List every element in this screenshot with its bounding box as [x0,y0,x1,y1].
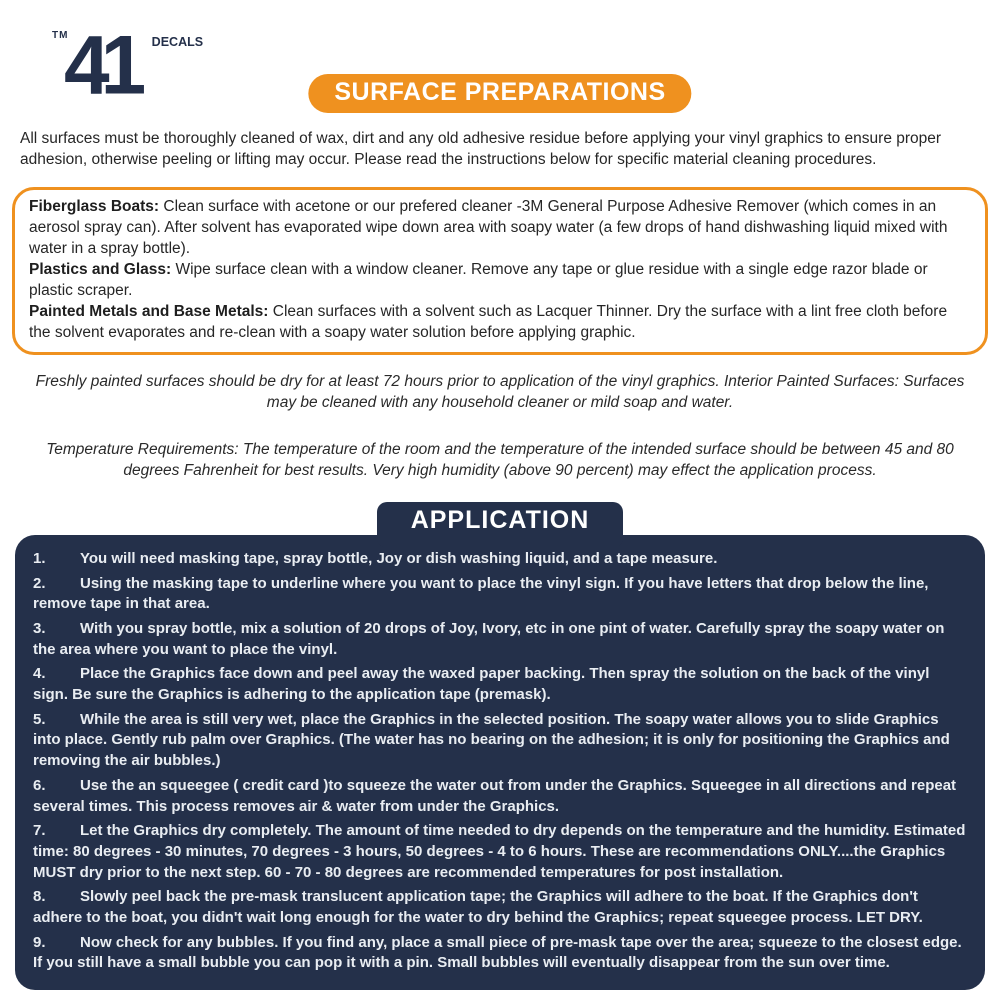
material-label: Fiberglass Boats: [29,197,160,215]
material-label: Plastics and Glass: [29,260,172,278]
step-number: 4. [33,665,46,683]
material-label: Painted Metals and Base Metals: [29,303,269,321]
material-item-fiberglass [29,196,971,259]
step-number: 8. [33,888,46,906]
material-text: Wipe surface clean with a window cleaner. Remove any tape or glue residue with a single edge razor blade or plastic scraper. [29,260,928,300]
note-painted-surfaces: Freshly painted surfaces should be dry for at least 72 hours prior to application of the vinyl graphics. Interior Painted Surfaces: Surfaces may be cleaned with any household cleaner or mild soap and water. [35,373,965,412]
brand-logo [50,19,204,112]
application-banner: APPLICATION [377,502,624,547]
step-text: Place the Graphics face down and peel away the waxed paper backing. Then spray the solution on the back of the vinyl sign. Be sure the Graphics is adhering to the application tape (premask). [33,665,930,704]
step-item-1 [33,549,967,570]
intro-paragraph: All surfaces must be thoroughly cleaned of wax, dirt and any old adhesive residue before applying your vinyl graphics to ensure proper adhesion, otherwise peeling or lifting may occur. Please read the instructions below for specific material cleaning procedures. [20,130,942,169]
materials-cleaning-box [12,187,988,356]
material-item-plastics-glass [29,259,971,301]
step-text: With you spray bottle, mix a solution of 20 drops of Joy, Ivory, etc in one pint of water. Carefully spray the soapy water on the area where you want to place the vinyl. [33,620,945,658]
step-number: 9. [33,933,46,951]
step-number: 6. [33,776,46,794]
step-number: 2. [33,574,46,592]
material-text: Clean surfaces with a solvent such as Lacquer Thinner. Dry the surface with a lint free cloth before the solvent evaporates and re-clean with a soapy water solution before applying graphic. [29,303,948,342]
step-text: You will need masking tape, spray bottle, Joy or dish washing liquid, and a tape measure. [80,549,718,567]
header [0,0,1000,120]
step-number: 1. [33,549,46,567]
logo-vertical-text: DECALS [151,35,204,49]
surface-preparations-banner: SURFACE PREPARATIONS [308,74,691,113]
step-text: Using the masking tape to underline where you want to place the vinyl sign. If you have letters that drop below the line, remove tape in that area. [33,574,929,613]
step-item-8 [33,887,967,928]
step-item-7 [33,821,967,883]
logo-number: 41 [64,19,138,112]
step-item-9 [33,933,967,974]
step-item-4 [33,664,967,705]
step-number: 3. [33,620,46,638]
step-text: Now check for any bubbles. If you find any, place a small piece of pre-mask tape over the area; squeeze to the closest edge. If you still have a small bubble you can pop it with a pin. Small bubbles will eventually disappear from the sun over time. [33,933,962,972]
step-text: Let the Graphics dry completely. The amount of time needed to dry depends on the temperature and the humidity. Estimated time: 80 degrees - 30 minutes, 70 degrees - 3 hours, 50 degrees - 4 to 6 hours. These are recommendations ONLY....the Graphics MUST dry prior to the next step. 60 - 70 - 80 degrees are recommended temperatures for post installation. [33,822,966,881]
step-item-5 [33,710,967,772]
trademark-symbol: TM [52,30,69,41]
step-text: While the area is still very wet, place the Graphics in the selected position. The soapy water allows you to slide Graphics into place. Gently rub palm over Graphics. (The water has no bearing on the adhesion; it is only for positioning the Graphics and removing the air bubbles.) [33,710,950,770]
step-number: 7. [33,822,46,840]
step-item-3 [33,619,967,660]
step-text: Slowly peel back the pre-mask translucent application tape; the Graphics will adhere to the boat. If the Graphics don't adhere to the boat, you didn't wait long enough for the water to dry behind the Graphics; repeat squeegee process. LET DRY. [33,888,923,926]
note-temperature-requirements: Temperature Requirements: The temperature of the room and the temperature of the intended surface should be between 45 and 80 degrees Fahrenheit for best results. Very high humidity (above 90 percent) may effect the application process. [46,441,954,480]
step-item-6 [33,776,967,817]
material-item-painted-metals [29,301,971,343]
step-text: Use the an squeegee ( credit card )to squeeze the water out from under the Graphics. Squeegee in all directions and repeat several times. This process removes air & water from under the Graphics. [33,776,957,815]
step-item-2 [33,574,967,615]
step-number: 5. [33,710,46,728]
application-steps-box [15,535,985,990]
material-text: Clean surface with acetone or our prefered cleaner -3M General Purpose Adhesive Remover (which comes in an aerosol spray can). After solvent has evaporated wipe down area with soapy water (a few drops of hand dishwashing liquid mixed with water in a spray bottle). [29,197,948,257]
